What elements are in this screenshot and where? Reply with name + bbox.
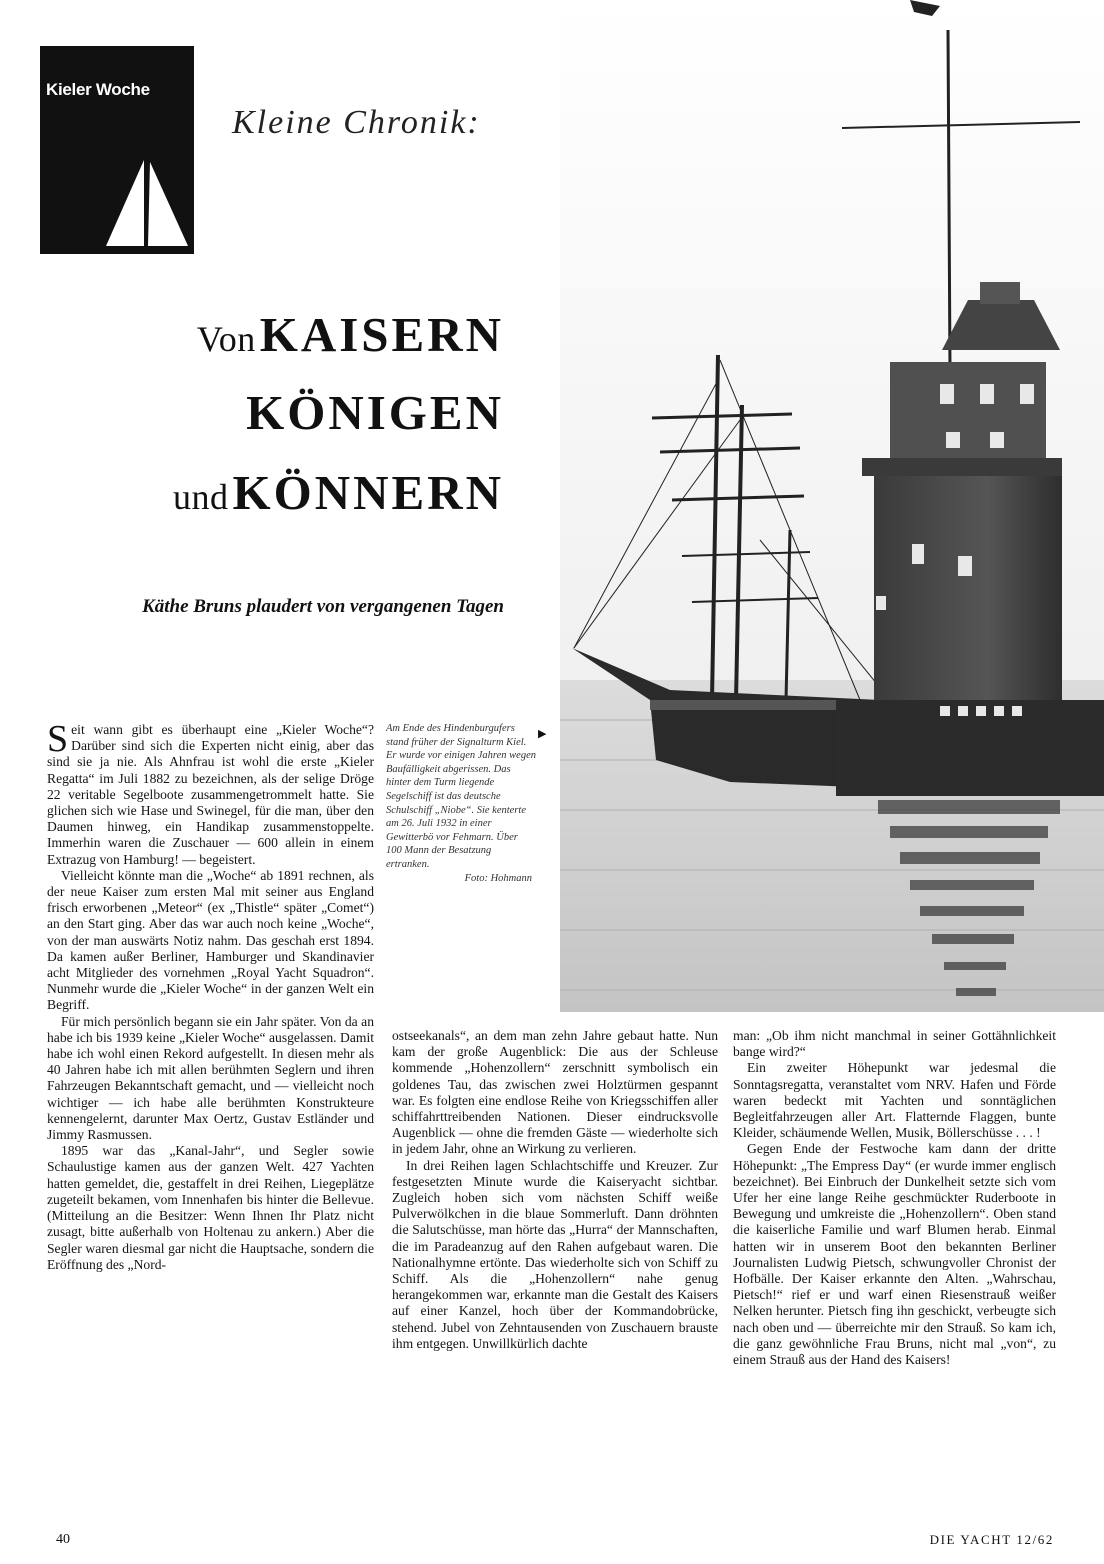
- page-number: 40: [56, 1532, 70, 1547]
- subtitle: Käthe Bruns plaudert von vergangenen Tagen: [142, 596, 504, 617]
- headline-word-kaisern: KAISERN: [259, 307, 504, 362]
- paragraph: ostseekanals“, an dem man zehn Jahre gebaut hatte. Nun kam der große Augenblick: Die aus der Schleuse kommende „Hohenzollern“ zerschnitt symbolisch ein goldenes Tau, das zwischen zwei Holztürmen gespannt war. Es folgten eine endlose Reihe von Kriegsschiffen aller schiffahrttreibenden Nationen. Dieser eindrucksvolle Augenblick — ohne die fremden Gäste — wiederholte sich in jedem Jahr, ohne an Wirkung zu verlieren.: [392, 1028, 718, 1157]
- paragraph: 1895 war das „Kanal-Jahr“, und Segler sowie Schaulustige kamen aus der ganzen Welt. 427 Yachten hatten gemeldet, die, gestaffelt in drei Reihen, Liegeplätze zugeteilt bekamen, vom Innenhafen bis hinter die Bellevue. (Mitteilung an die Besitzer: Wenn Ihnen Ihr Platz nicht zusagt, bitte außerhalb von Holtenau zu ankern.) Aber die Segler waren diesmal gar nicht die Hauptsache, sondern die Eröffnung des „Nord-: [47, 1143, 374, 1272]
- caption-text: Am Ende des Hindenburgufers stand früher der Signalturm Kiel. Er wurde vor einigen Jahren wegen Baufälligkeit abgerissen. Das hinter dem Turm liegende Segelschiff ist das deutsche Schulschiff „Niobe“. Sie kenterte am 26. Juli 1932 in einer Gewitterbö vor Fehmarn. Über 100 Mann der Besatzung ertranken.: [386, 723, 536, 870]
- article-column-3: [733, 1028, 1056, 1368]
- drop-cap: S: [47, 718, 69, 760]
- article-column-1: [47, 718, 374, 1273]
- headline-word-koennern: KÖNNERN: [232, 465, 504, 520]
- logo-text: Kieler Woche: [46, 80, 150, 99]
- headline-word-von: Von: [196, 319, 256, 359]
- headline-line-2: [246, 384, 504, 441]
- arrow-right-icon: ▶: [538, 728, 547, 740]
- paragraph: man: „Ob ihm nicht manchmal in seiner Gottähnlichkeit bange wird?“: [733, 1028, 1056, 1060]
- kieler-woche-logo: [40, 46, 194, 254]
- headline-line-3: [173, 464, 504, 521]
- photo-caption: [386, 722, 536, 885]
- paragraph: Ein zweiter Höhepunkt war jedesmal die Sonntagsregatta, veranstaltet vom NRV. Hafen und Förde waren bedeckt mit Yachten und sonntäglichen Begleitfahrzeugen aller Art. Flatternde Flaggen, bunte Kleider, schäumende Wellen, Musik, Böllerschüsse . . . !: [733, 1060, 1056, 1141]
- paragraph-text: eit wann gibt es überhaupt eine „Kieler Woche“? Darüber sind sich die Experten nicht einig, aber das sind sie ja nie. Als Ahnfrau ist wohl die erste „Kieler Regatta“ im Juli 1882 zu bezeichnen, als der selige Dröge 22 veritable Segelboote zusammengetrommelt hatte. Sie glichen sich wie Hase und Swinegel, für die man, über den Daumen hinweg, ein Handikap zusammenstoppelte. Immerhin waren die Zuschauer — 600 allein in einem Extrazug von Hamburg! — begeistert.: [47, 722, 374, 867]
- footer-publication: DIE YACHT 12/62: [929, 1532, 1054, 1547]
- headline-line-1: [197, 306, 504, 363]
- paragraph: [47, 718, 374, 868]
- photo-credit: Foto: Hohmann: [464, 872, 532, 884]
- headline-word-und: und: [173, 477, 229, 517]
- paragraph: Für mich persönlich begann sie ein Jahr später. Von da an habe ich bis 1939 keine „Kieler Woche“ ausgelassen. Damit habe ich wohl einen Rekord aufgestellt. In diesen mehr als 40 Jahren habe ich mit allen berühmten Seglern und ihren Fahrzeugen Bekanntschaft gemacht, und — vielleicht noch wichtiger — ich habe alle berühmten Konstrukteure kennengelernt, darunter Max Oertz, Gustav Estländer und Jimmy Rasmussen.: [47, 1013, 374, 1143]
- photo-signal-tower: [560, 0, 1104, 1012]
- article-column-2: [392, 1028, 718, 1352]
- paragraph: Vielleicht könnte man die „Woche“ ab 1891 rechnen, als der neue Kaiser zum ersten Mal mit seiner aus England frisch erworbenen „Meteor“ (ex „Thistle“ später „Comet“) an den Start ging. Aber das war auch noch keine „Woche“, von der man auswärts Notiz nahm. Das geschah erst 1894. Da kamen außer Berliner, Hamburger und Skandinavier acht Mitglieder des vornehmen „Royal Yacht Squadron“. Nunmehr wurde die „Kieler Woche“ in der ganzen Welt ein Begriff.: [47, 867, 374, 1013]
- paragraph: Gegen Ende der Festwoche kam dann der dritte Höhepunkt: „The Empress Day“ (er wurde immer englisch bezeichnet). Bei Einbruch der Dunkelheit setzte sich vom Ufer her eine lange Reihe geschmückter Ruderboote in Bewegung und umkreiste die „Hohenzollern“. Oben stand die kaiserliche Familie und warf Blumen herab. Einmal hatten wir in unserem Boot den bekannten Berliner Journalisten Ludwig Pietsch, schwungvoller Chronist der Hofbälle. Der Kaiser erkannte den Alten. „Wahrschau, Pietsch!“ rief er und warf einen Riesenstrauß weißer Nelken herunter. Pietsch fing ihn geschickt, verbeugte sich nach oben und — überreichte mir den Strauß. So kam ich, die ganz gewöhnliche Frau Bruns, nicht mal „von“, zu einem Strauß aus der Hand des Kaisers!: [733, 1141, 1056, 1368]
- sails-icon: [104, 156, 190, 248]
- paragraph: In drei Reihen lagen Schlachtschiffe und Kreuzer. Zur festgesetzten Minute wurde die Kaiseryacht sichtbar. Zugleich hoben sich vom nächsten Schiff weiße Pulverwölkchen in die blaue Sommerluft. Dann dröhnten die Salutschüsse, man hörte das „Hurra“ der Mannschaften, die im Paradeanzug auf den Rahen aufgebaut waren. Die Nationalhymne ertönte. Das wiederholte sich von Schiff zu Schiff. Als die „Hohenzollern“ nahe genug herangekommen war, erkannte man die Gestalt des Kaisers auf einer Kanzel, hoch über der Kommandobrücke, stehend. Jubel von Zehntausenden von Zuschauern brauste ihm entgegen. Unwillkürlich dachte: [392, 1157, 718, 1351]
- kicker: Kleine Chronik:: [232, 104, 481, 141]
- headline-word-koenigen: KÖNIGEN: [246, 385, 504, 440]
